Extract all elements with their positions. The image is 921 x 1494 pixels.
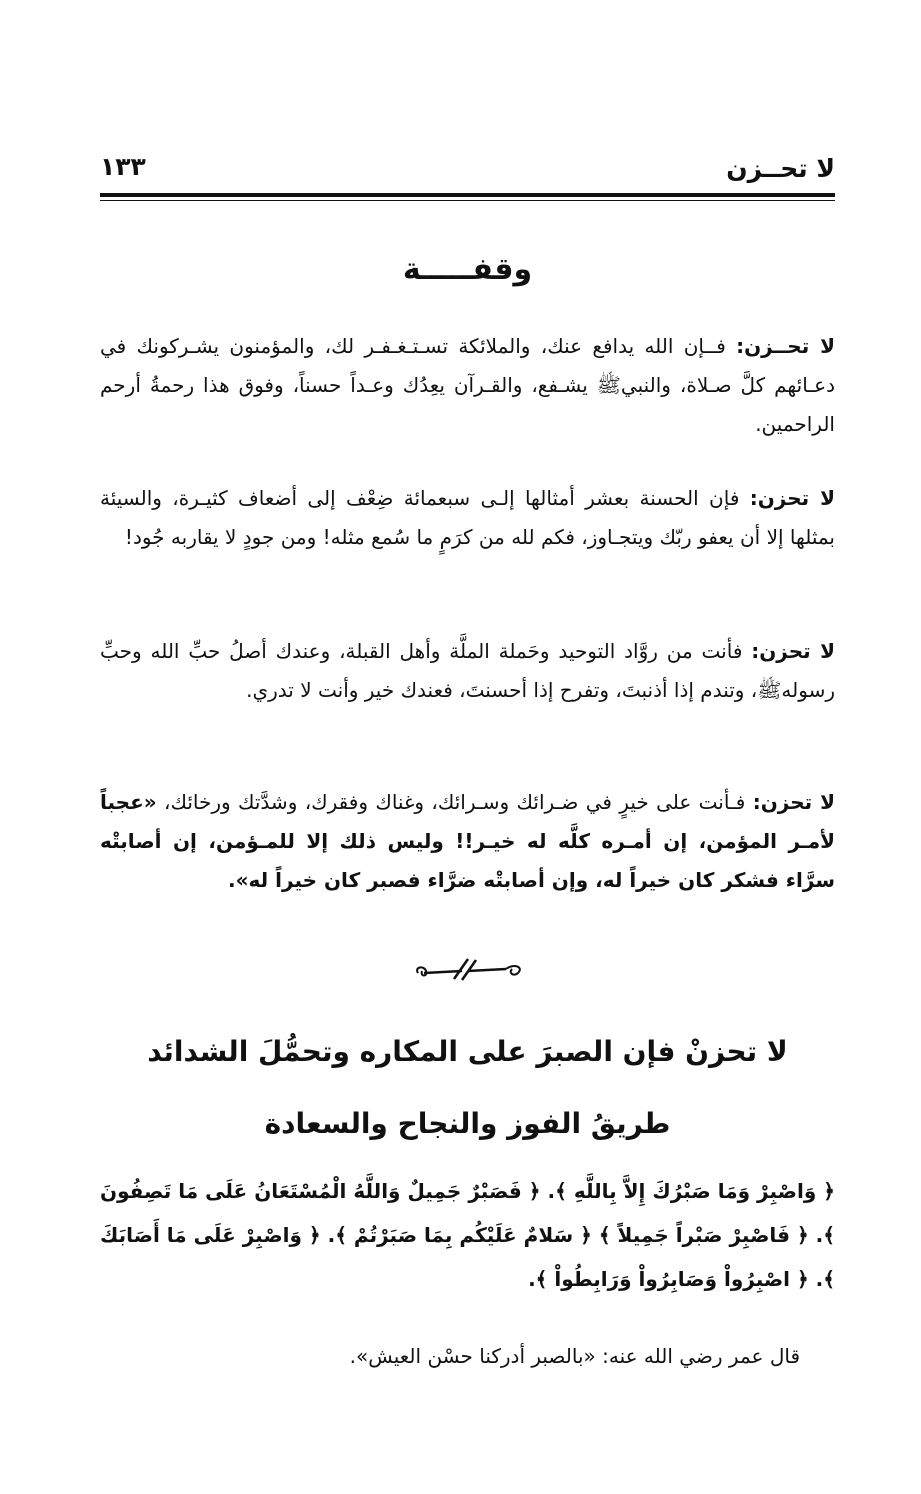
section-heading: وقفـــــة <box>402 252 533 287</box>
paragraph-lead: لا تحزن: <box>749 486 835 510</box>
paragraph-text: فــإن الله يدافع عنك، والملائكة تسـتـغـفـر لك، والمؤمنون يشـركونك في دعـائهم كلَّ صـلاة، والنبيﷺ يشـفع، والقـرآن يعِدُك وعـداً حسناً، وفوق هذا رحمةُ أرحم الراحمين. <box>100 334 835 436</box>
paragraph-text: فـأنت على خيرٍ في ضـرائك وسـرائك، وغناك وفقرك، وشدَّتك ورخائك، <box>156 790 753 814</box>
umar-quote: قال عمر رضي الله عنه: «بالصبر أدركنا حسْن العيش». <box>349 1344 800 1368</box>
paragraph-2 <box>100 479 835 557</box>
page-number: ١٣٣ <box>100 152 146 181</box>
paragraph-lead: لا تحزن: <box>752 790 835 814</box>
running-header <box>100 150 835 190</box>
paragraph-text: فإن الحسنة بعشر أمثالها إلـى سبعمائة ضِعْف إلى أضعاف كثيـرة، والسيئة بمثلها إلا أن يعفو ربّك ويتجـاوز، فكم لله من كرَمٍ ما سُمع مثله! ومن جودٍ لا يقاربه جُود! <box>100 486 835 549</box>
header-rule-thick <box>100 193 835 197</box>
paragraph-1 <box>100 327 835 444</box>
ornament-divider-icon <box>410 953 530 987</box>
paragraph-lead: لا تحــزن: <box>736 334 835 358</box>
paragraph-3 <box>100 632 835 710</box>
running-title: لا تحــزن <box>726 154 835 183</box>
quran-verses: ﴿ وَاصْبِرْ وَمَا صَبْرُكَ إِلاَّ بِاللَّهِ ﴾. ﴿ فَصَبْرٌ جَمِيلٌ وَاللَّهُ الْمُسْتَعَانُ عَلَى مَا تَصِفُونَ ﴾. ﴿ فَاصْبِرْ صَبْراً جَمِيلاً ﴾ ﴿ سَلامٌ عَلَيْكُم بِمَا صَبَرْتُمْ ﴾. ﴿ وَاصْبِرْ عَلَى مَا أَصَابَكَ ﴾. ﴿ اصْبِرُواْ وَصَابِرُواْ وَرَابِطُواْ ﴾. <box>100 1179 835 1291</box>
hadith-quote: «عجباً لأمـر المؤمن، إن أمـره كلَّه له خيـر!! وليس ذلك إلا للمـؤمن، إن أصابتْه سرَّاء فشكر كان خيراً له، وإن أصابتْه ضرَّاء فصبر كان خيراً له» <box>100 790 835 892</box>
chapter-title-line-1: لا تحزنْ فإن الصبرَ على المكاره وتحمُّلَ الشدائد <box>147 1035 788 1068</box>
paragraph-end: . <box>228 868 236 892</box>
paragraph-4 <box>100 783 835 900</box>
chapter-title-line-2: طريقُ الفوز والنجاح والسعادة <box>264 1107 671 1140</box>
header-rule-thin <box>100 200 835 201</box>
paragraph-lead: لا تحزن: <box>751 639 835 663</box>
paragraph-text: فأنت من روَّاد التوحيد وحَملة الملَّة وأهل القبلة، وعندك أصلُ حبِّ الله وحبِّ رسولهﷺ، وتندم إذا أذنبتَ، وتفرح إذا أحسنتَ، فعندك خير وأنت لا تدري. <box>100 639 835 702</box>
